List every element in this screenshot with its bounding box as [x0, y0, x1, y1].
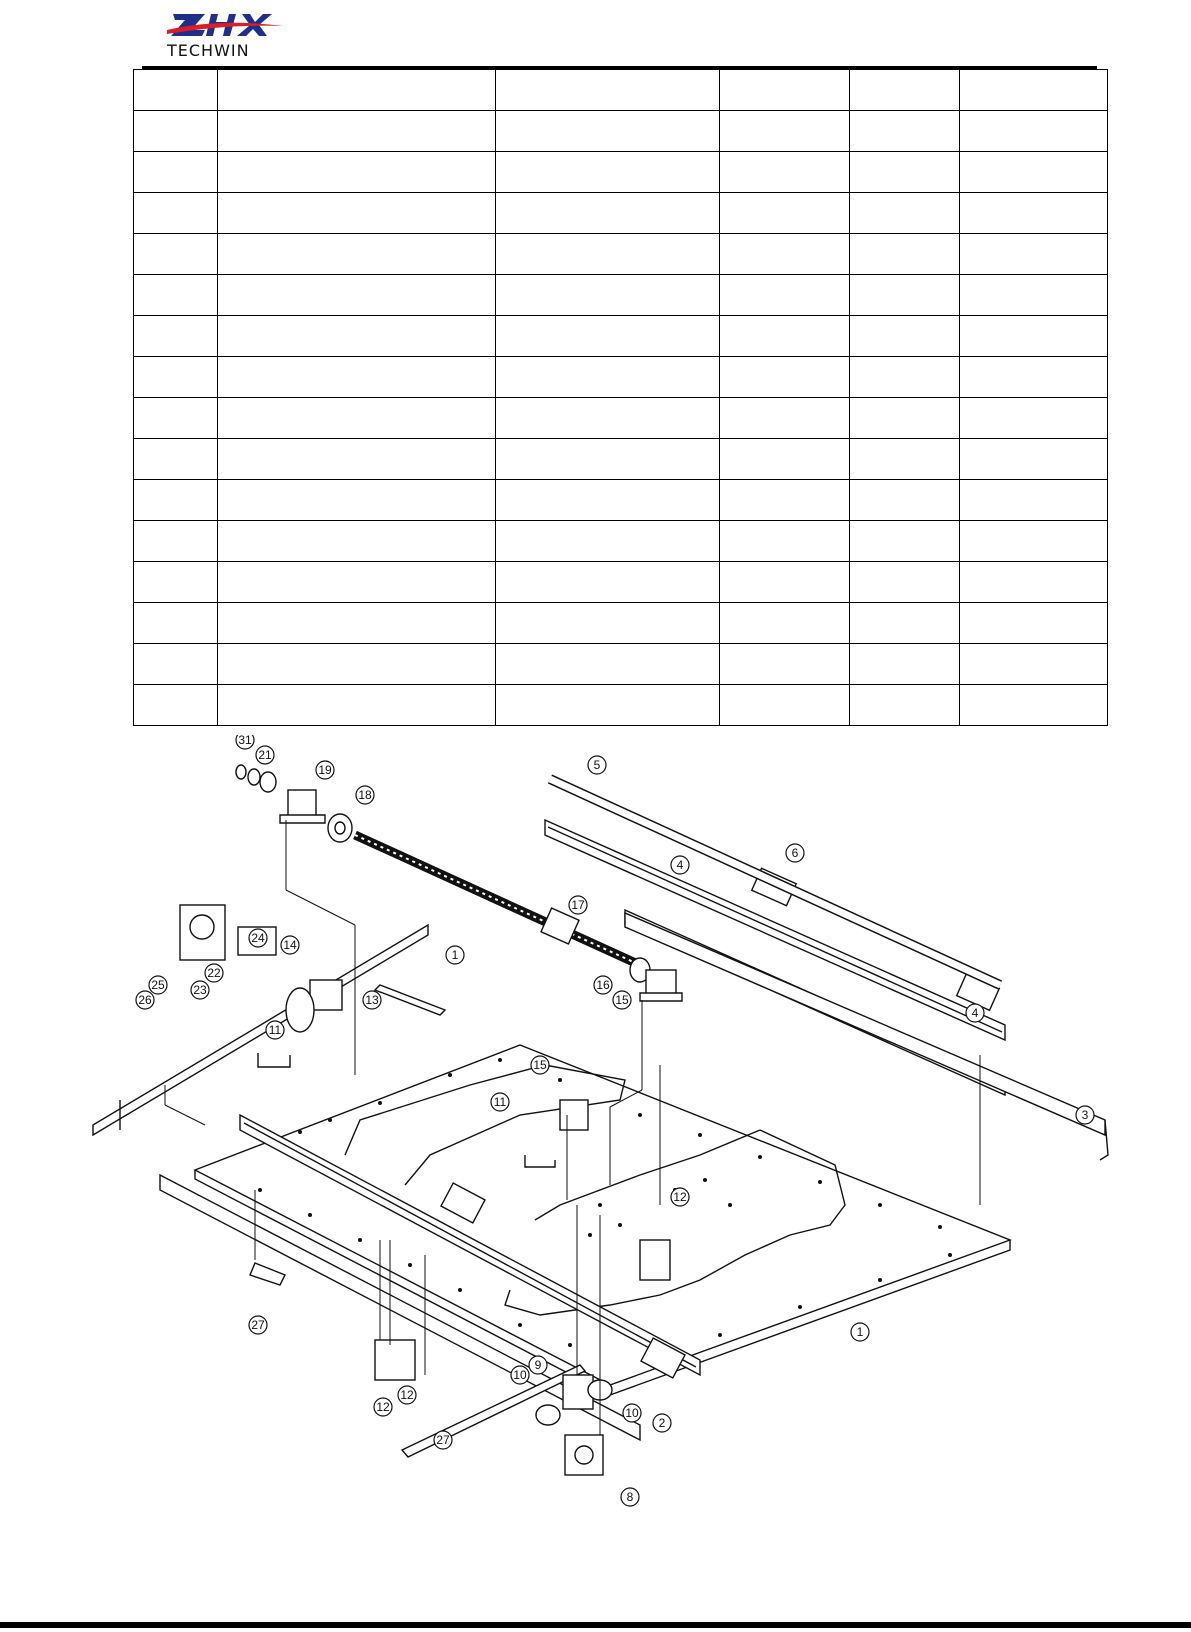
- table-cell: [496, 685, 720, 726]
- svg-text:27: 27: [436, 1433, 450, 1447]
- table-cell: [496, 152, 720, 193]
- svg-text:12: 12: [673, 1190, 687, 1204]
- table-cell: [496, 70, 720, 111]
- table-cell: [218, 193, 496, 234]
- svg-text:21: 21: [258, 748, 272, 762]
- table-cell: [720, 275, 850, 316]
- table-cell: [720, 193, 850, 234]
- svg-text:16: 16: [596, 978, 610, 992]
- svg-text:11: 11: [493, 1095, 507, 1109]
- svg-text:14: 14: [283, 938, 297, 952]
- svg-text:11: 11: [268, 1023, 282, 1037]
- footer-rule: [0, 1622, 1191, 1628]
- table-cell: [720, 439, 850, 480]
- callout-12: [671, 1188, 689, 1206]
- table-cell: [496, 193, 720, 234]
- table-cell: [218, 111, 496, 152]
- callout-10: [511, 1366, 529, 1384]
- table-cell: [496, 521, 720, 562]
- svg-text:23: 23: [193, 983, 207, 997]
- table-cell: [496, 480, 720, 521]
- table-cell: [960, 644, 1108, 685]
- table-cell: [720, 644, 850, 685]
- callout-21: [256, 746, 274, 764]
- callout-16: [594, 976, 612, 994]
- svg-text:22: 22: [207, 966, 221, 980]
- callout-26: [136, 991, 154, 1009]
- table-cell: [218, 70, 496, 111]
- table-cell: [850, 603, 960, 644]
- table-cell: [960, 521, 1108, 562]
- svg-text:6: 6: [791, 846, 799, 860]
- table-cell: [218, 562, 496, 603]
- parts-table: [133, 69, 1108, 726]
- table-cell: [850, 316, 960, 357]
- callout-26b: [249, 1316, 267, 1334]
- table-cell: [134, 480, 218, 521]
- svg-text:15: 15: [615, 993, 629, 1007]
- callout-27: [434, 1431, 452, 1449]
- svg-text:2: 2: [658, 1416, 666, 1430]
- table-cell: [496, 316, 720, 357]
- table-cell: [134, 521, 218, 562]
- table-row: [134, 316, 1108, 357]
- svg-text:26: 26: [138, 993, 152, 1007]
- svg-text:4: 4: [676, 858, 684, 872]
- exploded-assembly-drawing: [0, 735, 1191, 1570]
- table-cell: [134, 111, 218, 152]
- svg-text:4: 4: [971, 1006, 979, 1020]
- callout-14b: [531, 1056, 549, 1074]
- company-logo: [165, 4, 283, 60]
- table-cell: [960, 685, 1108, 726]
- svg-text:19: 19: [318, 763, 332, 777]
- callout-8: [621, 1488, 639, 1506]
- svg-text:24: 24: [251, 931, 265, 945]
- table-cell: [134, 316, 218, 357]
- table-cell: [720, 111, 850, 152]
- table-cell: [134, 275, 218, 316]
- table-cell: [134, 234, 218, 275]
- svg-text:25: 25: [151, 978, 165, 992]
- callout-13: [363, 991, 381, 1009]
- table-cell: [850, 193, 960, 234]
- callout-18: [356, 786, 374, 804]
- table-row: [134, 275, 1108, 316]
- table-cell: [960, 357, 1108, 398]
- table-cell: [960, 234, 1108, 275]
- table-cell: [134, 398, 218, 439]
- table-cell: [720, 357, 850, 398]
- table-cell: [850, 521, 960, 562]
- table-row: [134, 603, 1108, 644]
- parts-table-body: [134, 70, 1108, 726]
- table-cell: [850, 480, 960, 521]
- table-cell: [960, 111, 1108, 152]
- table-cell: [850, 234, 960, 275]
- table-row: [134, 562, 1108, 603]
- callout-1: [446, 946, 464, 964]
- table-cell: [850, 644, 960, 685]
- svg-text:1: 1: [451, 948, 459, 962]
- table-row: [134, 70, 1108, 111]
- table-cell: [960, 193, 1108, 234]
- svg-text:10: 10: [513, 1368, 527, 1382]
- callout-3: [1076, 1106, 1094, 1124]
- callout-25: [149, 976, 167, 994]
- table-cell: [134, 152, 218, 193]
- table-cell: [720, 70, 850, 111]
- callout-15: [613, 991, 631, 1009]
- callout-12b: [374, 1398, 392, 1416]
- table-cell: [218, 644, 496, 685]
- svg-text:15: 15: [533, 1058, 547, 1072]
- table-cell: [218, 521, 496, 562]
- table-cell: [720, 603, 850, 644]
- table-cell: [496, 398, 720, 439]
- callout-9: [529, 1356, 547, 1374]
- table-cell: [960, 480, 1108, 521]
- table-cell: [960, 70, 1108, 111]
- callout-14: [281, 936, 299, 954]
- table-cell: [960, 316, 1108, 357]
- table-cell: [218, 234, 496, 275]
- table-cell: [850, 275, 960, 316]
- callout-22: [205, 964, 223, 982]
- callout-2: [653, 1414, 671, 1432]
- table-cell: [134, 357, 218, 398]
- table-cell: [960, 562, 1108, 603]
- table-cell: [960, 152, 1108, 193]
- table-cell: [218, 357, 496, 398]
- base-plate: [195, 1045, 1010, 1395]
- callout-1b: [851, 1323, 869, 1341]
- callout-11b: [491, 1093, 509, 1111]
- svg-text:18: 18: [358, 788, 372, 802]
- callout-11: [266, 1021, 284, 1039]
- table-cell: [496, 234, 720, 275]
- table-cell: [496, 275, 720, 316]
- table-cell: [496, 603, 720, 644]
- table-cell: [720, 152, 850, 193]
- callout-4: [671, 856, 689, 874]
- table-cell: [134, 685, 218, 726]
- table-cell: [134, 644, 218, 685]
- callout-6: [786, 844, 804, 862]
- table-cell: [960, 275, 1108, 316]
- table-cell: [134, 562, 218, 603]
- table-cell: [720, 521, 850, 562]
- table-row: [134, 521, 1108, 562]
- table-row: [134, 644, 1108, 685]
- callout-4b: [966, 1004, 984, 1022]
- table-cell: [850, 357, 960, 398]
- table-cell: [960, 439, 1108, 480]
- svg-text:9: 9: [534, 1358, 542, 1372]
- table-cell: [134, 70, 218, 111]
- callout-19: [316, 761, 334, 779]
- table-cell: [496, 562, 720, 603]
- table-row: [134, 398, 1108, 439]
- svg-text:13: 13: [365, 993, 379, 1007]
- table-cell: [720, 562, 850, 603]
- svg-text:31: 31: [238, 735, 252, 747]
- table-row: [134, 111, 1108, 152]
- svg-text:27: 27: [251, 1318, 265, 1332]
- table-row: [134, 357, 1108, 398]
- svg-text:1: 1: [856, 1325, 864, 1339]
- table-cell: [496, 439, 720, 480]
- table-row: [134, 234, 1108, 275]
- table-cell: [218, 685, 496, 726]
- callout-31: [236, 735, 254, 749]
- table-cell: [496, 111, 720, 152]
- table-cell: [850, 111, 960, 152]
- table-cell: [850, 398, 960, 439]
- callout-23: [191, 981, 209, 999]
- table-cell: [960, 398, 1108, 439]
- table-cell: [720, 685, 850, 726]
- table-row: [134, 152, 1108, 193]
- table-row: [134, 439, 1108, 480]
- table-cell: [720, 316, 850, 357]
- table-row: [134, 193, 1108, 234]
- table-cell: [850, 439, 960, 480]
- logo-text: TECHWIN: [167, 41, 250, 60]
- table-cell: [218, 152, 496, 193]
- table-cell: [850, 562, 960, 603]
- table-cell: [720, 398, 850, 439]
- callout-5: [588, 756, 606, 774]
- svg-text:12: 12: [400, 1388, 414, 1402]
- svg-text:5: 5: [593, 758, 601, 772]
- callout-17: [569, 896, 587, 914]
- table-cell: [496, 357, 720, 398]
- table-cell: [218, 398, 496, 439]
- table-cell: [218, 603, 496, 644]
- callout-12c: [398, 1386, 416, 1404]
- table-row: [134, 480, 1108, 521]
- svg-text:10: 10: [625, 1406, 639, 1420]
- svg-text:8: 8: [626, 1490, 634, 1504]
- table-row: [134, 685, 1108, 726]
- table-cell: [720, 234, 850, 275]
- table-cell: [850, 685, 960, 726]
- callout-24: [249, 929, 267, 947]
- table-cell: [850, 70, 960, 111]
- table-cell: [496, 644, 720, 685]
- table-cell: [218, 480, 496, 521]
- table-cell: [134, 603, 218, 644]
- table-cell: [960, 603, 1108, 644]
- svg-text:12: 12: [376, 1400, 390, 1414]
- table-cell: [134, 439, 218, 480]
- table-cell: [720, 480, 850, 521]
- table-cell: [134, 193, 218, 234]
- table-cell: [850, 152, 960, 193]
- table-cell: [218, 275, 496, 316]
- svg-text:17: 17: [571, 898, 585, 912]
- svg-text:3: 3: [1081, 1108, 1089, 1122]
- table-cell: [218, 439, 496, 480]
- table-cell: [218, 316, 496, 357]
- callout-10b: [623, 1404, 641, 1422]
